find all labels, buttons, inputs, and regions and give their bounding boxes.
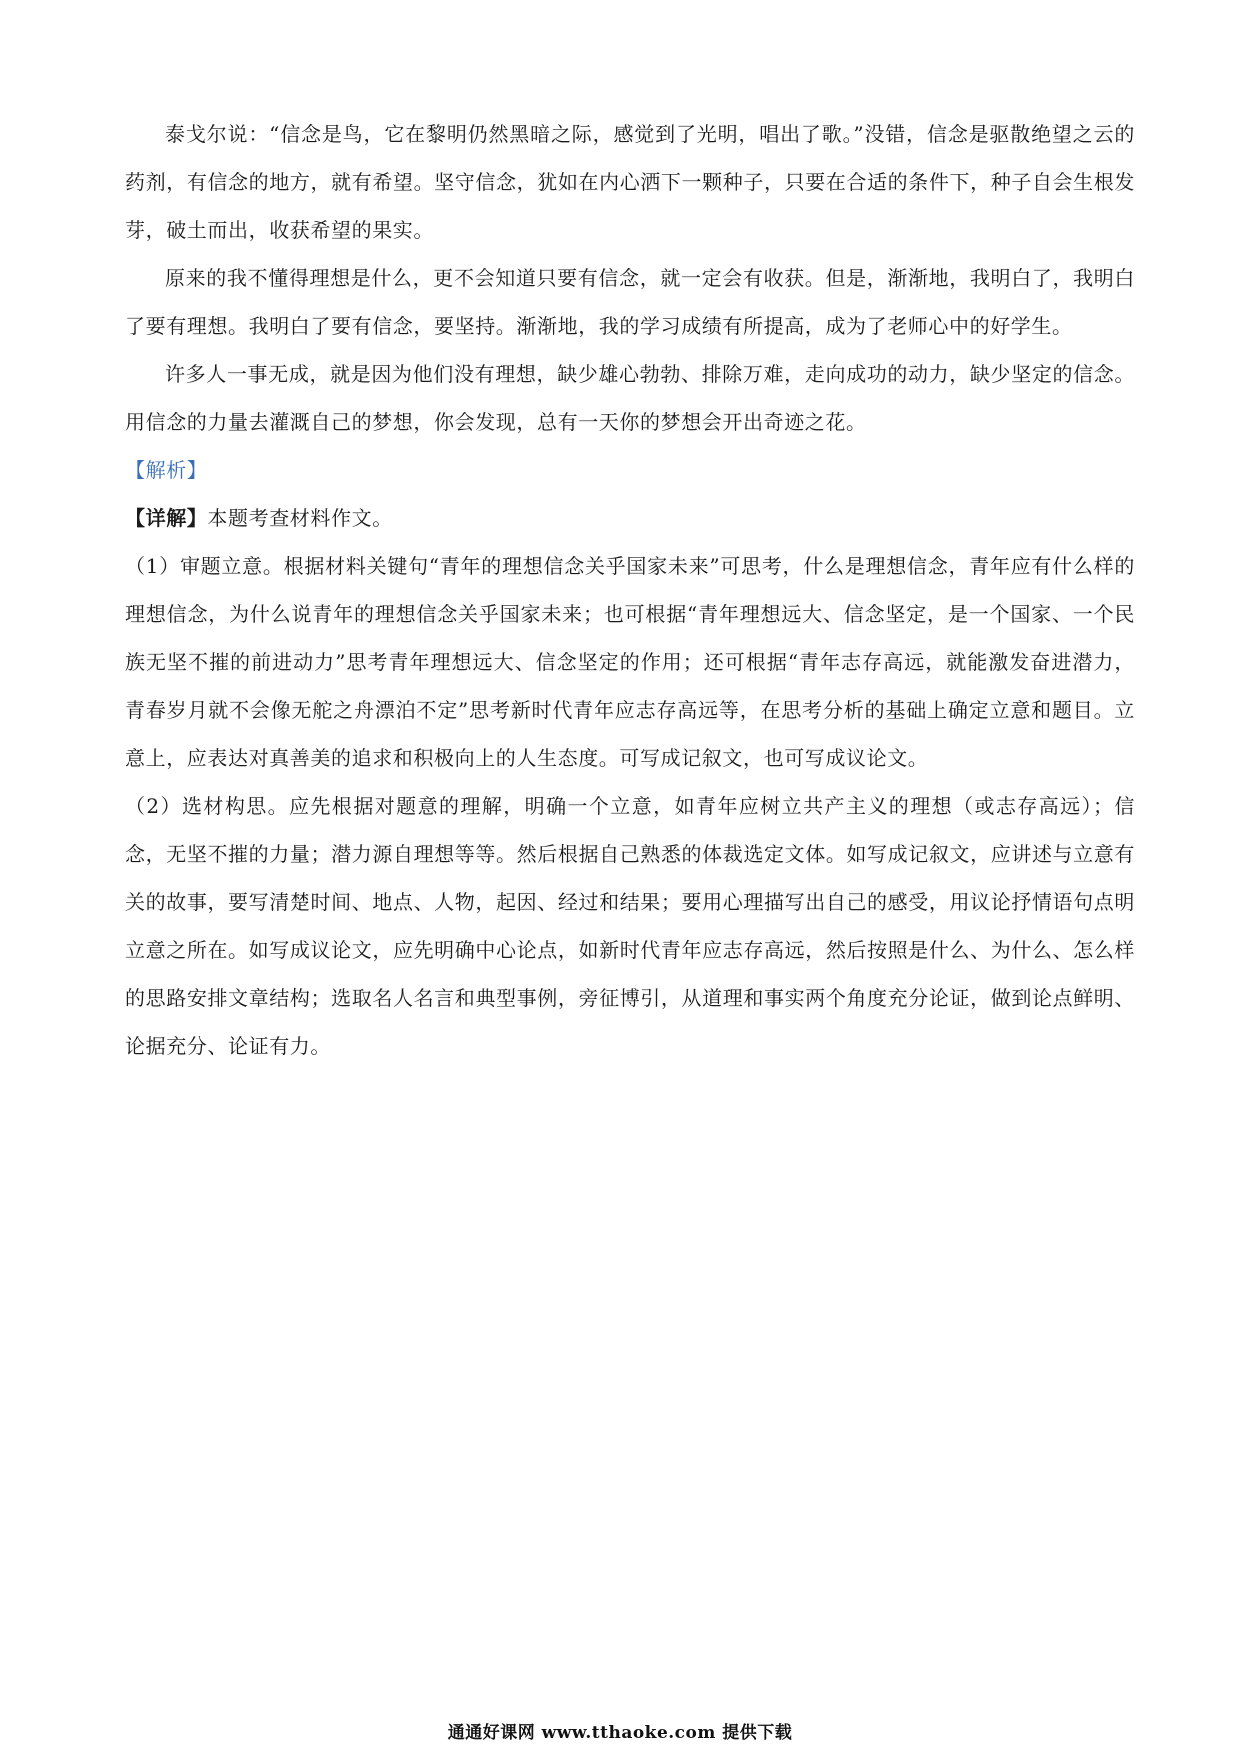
analysis-point-1: （1）审题立意。根据材料关键句“青年的理想信念关乎国家未来”可思考，什么是理想信念，青年应有什么样的理想信念，为什么说青年的理想信念关乎国家未来；也可根据“青年理想远大、信念坚定，是一个国家、一个民族无坚不摧的前进动力”思考青年理想远大、信念坚定的作用；还可根据“青年志存高远，就能激发奋进潜力，青春岁月就不会像无舵之舟漂泊不定”思考新时代青年应志存高远等，在思考分析的基础上确定立意和题目。立意上，应表达对真善美的追求和积极向上的人生态度。可写成记叙文，也可写成议论文。 — [125, 554, 1135, 770]
essay-paragraph-1: 泰戈尔说：“信念是鸟，它在黎明仍然黑暗之际，感觉到了光明，唱出了歌。”没错，信念是驱散绝望之云的药剂，有信念的地方，就有希望。坚守信念，犹如在内心洒下一颗种子，只要在合适的条件下，种子自会生根发芽，破土而出，收获希望的果实。 — [125, 122, 1135, 242]
detail-label: 【详解】 — [125, 506, 208, 530]
essay-paragraph-2: 原来的我不懂得理想是什么，更不会知道只要有信念，就一定会有收获。但是，渐渐地，我明白了，我明白了要有理想。我明白了要有信念，要坚持。渐渐地，我的学习成绩有所提高，成为了老师心中的好学生。 — [125, 266, 1135, 338]
essay-paragraph-3: 许多人一事无成，就是因为他们没有理想，缺少雄心勃勃、排除万难，走向成功的动力，缺少坚定的信念。用信念的力量去灌溉自己的梦想，你会发现，总有一天你的梦想会开出奇迹之花。 — [125, 362, 1135, 434]
document-body — [125, 110, 1135, 1070]
detail-text: 本题考查材料作文。 — [207, 506, 393, 530]
analysis-heading: 【解析】 — [125, 458, 208, 482]
analysis-point-2: （2）选材构思。应先根据对题意的理解，明确一个立意，如青年应树立共产主义的理想（或志存高远）；信念，无坚不摧的力量；潜力源自理想等等。然后根据自己熟悉的体裁选定文体。如写成记叙文，应讲述与立意有关的故事，要写清楚时间、地点、人物，起因、经过和结果；要用心理描写出自己的感受，用议论抒情语句点明立意之所在。如写成议论文，应先明确中心论点，如新时代青年应志存高远，然后按照是什么、为什么、怎么样的思路安排文章结构；选取名人名言和典型事例，旁征博引，从道理和事实两个角度充分论证，做到论点鲜明、论据充分、论证有力。 — [125, 794, 1135, 1058]
detail-line — [125, 494, 1135, 542]
page-footer: 通通好课网 www.tthaoke.com 提供下载 — [447, 1723, 793, 1743]
